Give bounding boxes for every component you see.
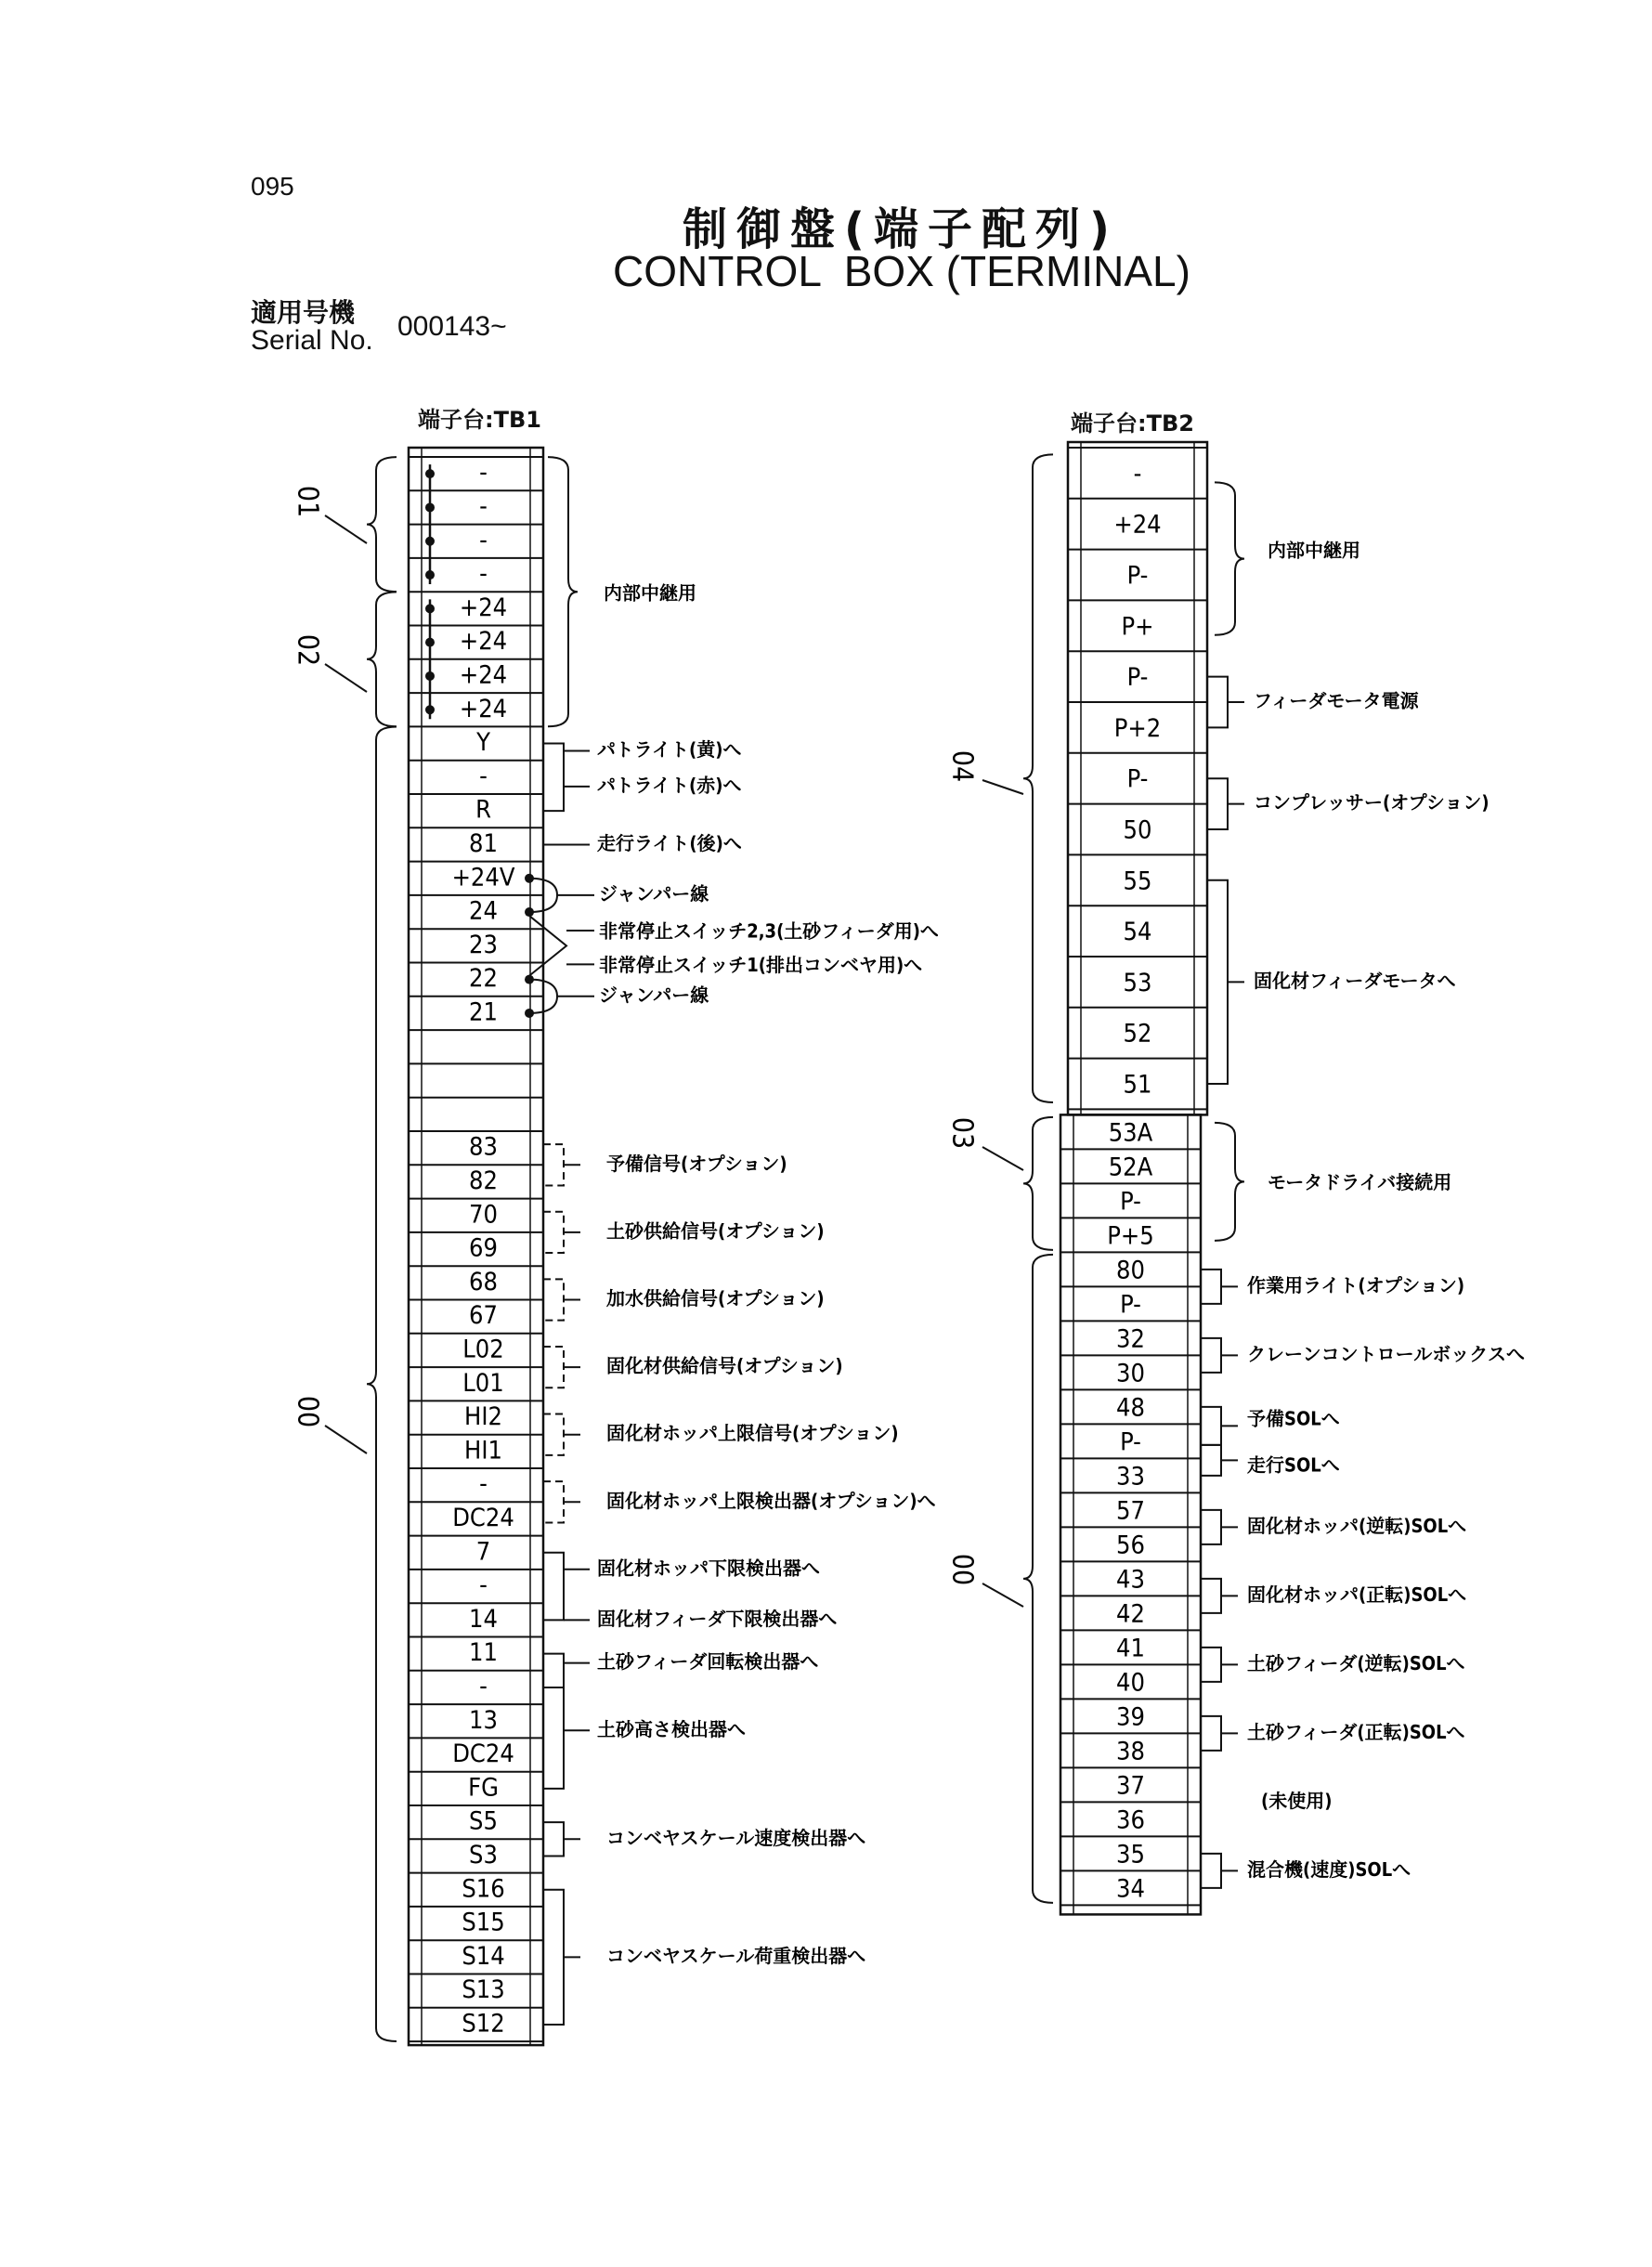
tb2-terminal-label: 36 bbox=[1116, 1805, 1145, 1835]
tb2-note-unused: (未使用) bbox=[1261, 1789, 1333, 1812]
tb2-note-driver: モータドライバ接続用 bbox=[1268, 1170, 1452, 1193]
tb2-bracket-travel-sol bbox=[1201, 1445, 1221, 1476]
tb2-bracket-spare-sol bbox=[1201, 1407, 1221, 1445]
tb1-bracket-feeder-rot bbox=[543, 1654, 564, 1687]
tb1-terminal-label: FG bbox=[468, 1773, 499, 1803]
tb1-bus-dot bbox=[425, 638, 435, 647]
tb1-terminal-label: L02 bbox=[462, 1335, 504, 1364]
tb1-terminal-label: - bbox=[479, 526, 488, 555]
tb1-bracket-option bbox=[543, 1144, 564, 1185]
tb1-note-jumper-2: ジャンパー線 bbox=[599, 984, 709, 1007]
tb2-bracket-hopper-rev bbox=[1201, 1510, 1221, 1544]
tb2-note-travel-sol: 走行SOLへ bbox=[1247, 1453, 1340, 1477]
tb2-bracket-feeder-power bbox=[1207, 677, 1228, 728]
tb2-note-crane: クレーンコントロールボックスへ bbox=[1247, 1342, 1525, 1365]
tb2-terminal-label: 33 bbox=[1116, 1462, 1145, 1492]
tb1-terminal-label: S13 bbox=[462, 1975, 505, 2005]
tb2-terminal-label: P- bbox=[1120, 1427, 1141, 1457]
tb1-bracket-option bbox=[543, 1279, 564, 1320]
tb1-terminal-label: - bbox=[479, 1672, 488, 1701]
tb1-arrow-01 bbox=[325, 515, 367, 543]
tb1-bracket-option bbox=[543, 1481, 564, 1522]
tb2-terminal-label: 42 bbox=[1116, 1599, 1145, 1629]
title-english: CONTROL BOX (TERMINAL) bbox=[613, 247, 1190, 295]
tb1-bracket-option bbox=[543, 1414, 564, 1455]
tb1-terminal-label: 70 bbox=[469, 1200, 498, 1230]
tb2-note-feeder-fwd: 土砂フィーダ(正転)SOLへ bbox=[1247, 1720, 1465, 1743]
tb2-terminal-label: 41 bbox=[1116, 1634, 1145, 1663]
tb2-terminal-label: P- bbox=[1120, 1187, 1141, 1217]
tb1-terminal-label: 22 bbox=[469, 964, 498, 994]
tb2-bracket-feeder-rev bbox=[1201, 1648, 1221, 1682]
tb2-bracket-feeder-motor bbox=[1207, 880, 1228, 1084]
tb1-note-hopper-lower: 固化材ホッパ下限検出器へ bbox=[597, 1557, 820, 1580]
tb1-terminal-label: S16 bbox=[462, 1874, 505, 1904]
tb1-terminal-label: R bbox=[475, 795, 491, 825]
tb1-note-option: 土砂供給信号(オプション) bbox=[606, 1219, 825, 1243]
tb1-estop-lines bbox=[529, 916, 566, 976]
tb1-header: 端子台:TB1 bbox=[418, 407, 541, 433]
tb2-bracket-crane bbox=[1201, 1338, 1221, 1373]
tb1-bus-dot bbox=[425, 604, 435, 613]
tb1-arrow-02 bbox=[325, 664, 367, 692]
tb1-note-option: 予備信号(オプション) bbox=[606, 1152, 787, 1175]
tb2-terminal-label: 32 bbox=[1116, 1324, 1145, 1354]
tb2-terminal-label: P+5 bbox=[1107, 1221, 1154, 1251]
tb2-terminal-label: 38 bbox=[1116, 1737, 1145, 1766]
tb1-bracket-height bbox=[543, 1687, 564, 1789]
tb2-terminal-label: P- bbox=[1126, 561, 1149, 591]
tb1-bracket-option bbox=[543, 1347, 564, 1388]
tb2-terminal-label: 51 bbox=[1123, 1070, 1152, 1100]
tb1-note-feeder-rot: 土砂フィーダ回転検出器へ bbox=[597, 1650, 819, 1674]
tb2-terminal-label: 39 bbox=[1116, 1702, 1145, 1732]
tb2-bracket-light bbox=[1201, 1270, 1221, 1304]
serial-number-value: 000143~ bbox=[397, 311, 507, 342]
tb1-terminal-label: 11 bbox=[469, 1638, 498, 1668]
tb2-terminal-label: +24 bbox=[1113, 510, 1162, 540]
tb1-bus-dot bbox=[425, 705, 435, 714]
title-japanese: 制御盤(端子配列) bbox=[683, 203, 1119, 255]
tb1-bracket-load bbox=[543, 1890, 564, 2025]
tb1-terminal-label: 13 bbox=[469, 1705, 498, 1735]
tb2-terminal-label: 55 bbox=[1123, 866, 1152, 896]
tb1-terminal-label: - bbox=[479, 491, 488, 521]
tb1-note-patlite-red: パトライト(赤)へ bbox=[597, 774, 742, 797]
tb2-terminal-label: 80 bbox=[1116, 1256, 1145, 1285]
tb1-terminal-label: - bbox=[479, 1469, 488, 1499]
tb1-arrow-00 bbox=[325, 1426, 367, 1453]
serial-label-japanese: 適用号機 bbox=[251, 297, 356, 328]
tb2-brace-04 bbox=[1023, 454, 1053, 1102]
tb2-group-03: 03 bbox=[945, 1116, 979, 1150]
tb1-terminal-label: 67 bbox=[469, 1301, 498, 1331]
tb1-terminal-label: 21 bbox=[469, 997, 498, 1027]
tb1-terminal-label: S14 bbox=[462, 1941, 505, 1971]
tb2-terminal-label: 50 bbox=[1123, 815, 1152, 845]
tb1-bracket-option bbox=[543, 1212, 564, 1253]
tb1-bus-dot bbox=[425, 469, 435, 478]
tb2-note-work-light: 作業用ライト(オプション) bbox=[1247, 1273, 1465, 1296]
tb1-terminal-label: - bbox=[479, 762, 488, 791]
tb1-note-internal: 内部中継用 bbox=[604, 581, 696, 605]
tb2-bracket-compressor bbox=[1207, 778, 1228, 829]
tb1-note-option: 加水供給信号(オプション) bbox=[606, 1287, 825, 1309]
tb1-bracket-patlite bbox=[543, 744, 564, 812]
tb1-group-01: 01 bbox=[291, 485, 324, 518]
tb1-note-option: 固化材ホッパ上限信号(オプション) bbox=[606, 1422, 899, 1445]
tb1-terminal-label: - bbox=[479, 559, 488, 589]
tb1-brace-internal bbox=[548, 457, 578, 726]
tb1-terminal-label: Y bbox=[476, 728, 490, 758]
tb1-terminal-label: S15 bbox=[462, 1908, 505, 1937]
tb1-terminal-label: HI2 bbox=[464, 1402, 502, 1432]
tb1-terminal-label: L01 bbox=[462, 1368, 504, 1398]
tb1-bus-dot bbox=[425, 671, 435, 681]
tb2-terminal-label: P- bbox=[1126, 764, 1149, 794]
tb2-terminal-label: 34 bbox=[1116, 1874, 1145, 1904]
tb1-note-estop-1: 非常停止スイッチ1(排出コンベヤ用)へ bbox=[599, 953, 923, 976]
tb2-arrow-00 bbox=[982, 1583, 1023, 1607]
tb1-terminal-label: 83 bbox=[469, 1132, 498, 1162]
tb1-terminal-label: 24 bbox=[469, 896, 498, 926]
tb2-note-spare-sol: 予備SOLへ bbox=[1247, 1407, 1340, 1430]
tb2-note-mixer: 混合機(速度)SOLへ bbox=[1247, 1857, 1411, 1881]
tb1-terminal-label: +24V bbox=[451, 863, 515, 892]
page-number: 095 bbox=[251, 172, 294, 201]
tb2-terminal-label: 35 bbox=[1116, 1840, 1145, 1870]
tb2-bracket-mixer bbox=[1201, 1854, 1221, 1888]
tb2-header: 端子台:TB2 bbox=[1071, 410, 1194, 436]
tb1-bus-dot bbox=[425, 502, 435, 512]
tb1-terminal-label: 81 bbox=[469, 828, 498, 858]
tb1-note-scale-load: コンベヤスケール荷重検出器へ bbox=[606, 1944, 866, 1967]
tb2-terminal-label: P+ bbox=[1121, 612, 1154, 642]
tb1-terminal-label: - bbox=[479, 458, 488, 488]
tb1-terminal-label: 14 bbox=[469, 1604, 498, 1634]
tb1-terminal-label: 68 bbox=[469, 1267, 498, 1296]
tb2-terminal-label: P- bbox=[1120, 1290, 1141, 1320]
tb2-arrow-03 bbox=[982, 1147, 1023, 1170]
tb1-terminal-label: S12 bbox=[462, 2009, 505, 2039]
tb1-brace-01 bbox=[367, 457, 397, 592]
tb1-note-scale-speed: コンベヤスケール速度検出器へ bbox=[606, 1826, 866, 1849]
tb1-bus-dot bbox=[425, 570, 435, 580]
tb2-terminal-label: 48 bbox=[1116, 1393, 1145, 1423]
tb2-terminal-label: 54 bbox=[1123, 918, 1152, 947]
tb1-group-02: 02 bbox=[291, 633, 324, 667]
tb2-terminal-label: 52 bbox=[1123, 1019, 1152, 1049]
tb2-bracket-feeder-fwd bbox=[1201, 1716, 1221, 1751]
tb1-terminal-label: +24 bbox=[459, 627, 508, 657]
tb1-brace-00 bbox=[367, 727, 397, 2041]
tb2-group-04: 04 bbox=[945, 749, 979, 783]
tb1-note-feeder-lower: 固化材フィーダ下限検出器へ bbox=[597, 1607, 838, 1630]
tb2-brace-03 bbox=[1023, 1117, 1053, 1250]
tb2-note-hopper-rev: 固化材ホッパ(逆転)SOLへ bbox=[1247, 1514, 1467, 1537]
tb1-brace-02 bbox=[367, 592, 397, 726]
tb1-bracket-speed bbox=[543, 1822, 564, 1856]
tb1-terminal-label: S3 bbox=[469, 1840, 498, 1870]
tb2-brace-driver bbox=[1215, 1123, 1244, 1241]
tb1-terminal-label: DC24 bbox=[452, 1739, 514, 1769]
tb1-terminal-label: 23 bbox=[469, 930, 498, 959]
tb1-note-patlite-yellow: パトライト(黄)へ bbox=[597, 738, 742, 762]
tb2-terminal-label: - bbox=[1133, 459, 1142, 489]
tb1-terminal-label: +24 bbox=[459, 694, 508, 723]
tb2-terminal-label: 30 bbox=[1116, 1359, 1145, 1388]
tb2-terminal-label: 52A bbox=[1108, 1153, 1153, 1182]
tb2-terminal-label: 37 bbox=[1116, 1771, 1145, 1801]
tb2-bracket-hopper-fwd bbox=[1201, 1579, 1221, 1613]
tb2-note-feeder-rev: 土砂フィーダ(逆転)SOLへ bbox=[1247, 1651, 1465, 1674]
tb1-bracket-hopper bbox=[543, 1553, 564, 1621]
tb1-note-jumper-1: ジャンパー線 bbox=[599, 882, 709, 905]
tb1-note-height: 土砂高さ検出器へ bbox=[597, 1717, 746, 1740]
tb1-bus-dot bbox=[425, 537, 435, 546]
tb2-brace-internal bbox=[1215, 482, 1244, 634]
tb1-terminal-label: 7 bbox=[475, 1537, 491, 1567]
tb2-note-internal: 内部中継用 bbox=[1268, 539, 1360, 562]
tb1-terminal-label: HI1 bbox=[464, 1436, 502, 1466]
tb2-terminal-label: P+2 bbox=[1113, 713, 1162, 743]
tb1-terminal-label: DC24 bbox=[452, 1503, 514, 1532]
tb2-terminal-label: 57 bbox=[1116, 1496, 1145, 1526]
tb1-note-estop-23: 非常停止スイッチ2,3(土砂フィーダ用)へ bbox=[599, 919, 939, 943]
tb2-terminal-label: 56 bbox=[1116, 1531, 1145, 1560]
tb1-terminal-label: 69 bbox=[469, 1233, 498, 1263]
serial-label-english: Serial No. bbox=[251, 325, 373, 356]
tb2-note-feeder-power: フィーダモータ電源 bbox=[1254, 689, 1419, 712]
tb1-note-option: 固化材供給信号(オプション) bbox=[606, 1354, 843, 1377]
tb2-note-feeder-motor: 固化材フィーダモータへ bbox=[1254, 969, 1456, 992]
tb2-brace-00 bbox=[1023, 1255, 1053, 1903]
tb2-terminal-label: 40 bbox=[1116, 1668, 1145, 1698]
tb1-note-option: 固化材ホッパ上限検出器(オプション)へ bbox=[606, 1489, 936, 1512]
tb2-arrow-04 bbox=[982, 780, 1023, 794]
tb2-terminal-label: 43 bbox=[1116, 1565, 1145, 1595]
tb2-note-hopper-fwd: 固化材ホッパ(正転)SOLへ bbox=[1247, 1583, 1467, 1606]
tb1-terminal-label: +24 bbox=[459, 660, 508, 690]
tb1-terminal-label: +24 bbox=[459, 593, 508, 622]
tb2-terminal-label: P- bbox=[1126, 663, 1149, 693]
tb2-note-compressor: コンプレッサー(オプション) bbox=[1254, 791, 1489, 814]
tb1-terminal-label: 82 bbox=[469, 1166, 498, 1195]
tb1-group-00: 00 bbox=[291, 1395, 324, 1428]
tb1-terminal-label: - bbox=[479, 1570, 488, 1600]
tb2-terminal-label: 53A bbox=[1108, 1118, 1153, 1148]
tb1-note-travel-light: 走行ライト(後)へ bbox=[597, 831, 742, 854]
tb2-terminal-label: 53 bbox=[1123, 968, 1152, 997]
tb1-terminal-label: S5 bbox=[469, 1806, 498, 1836]
tb2-group-00: 00 bbox=[945, 1553, 979, 1586]
